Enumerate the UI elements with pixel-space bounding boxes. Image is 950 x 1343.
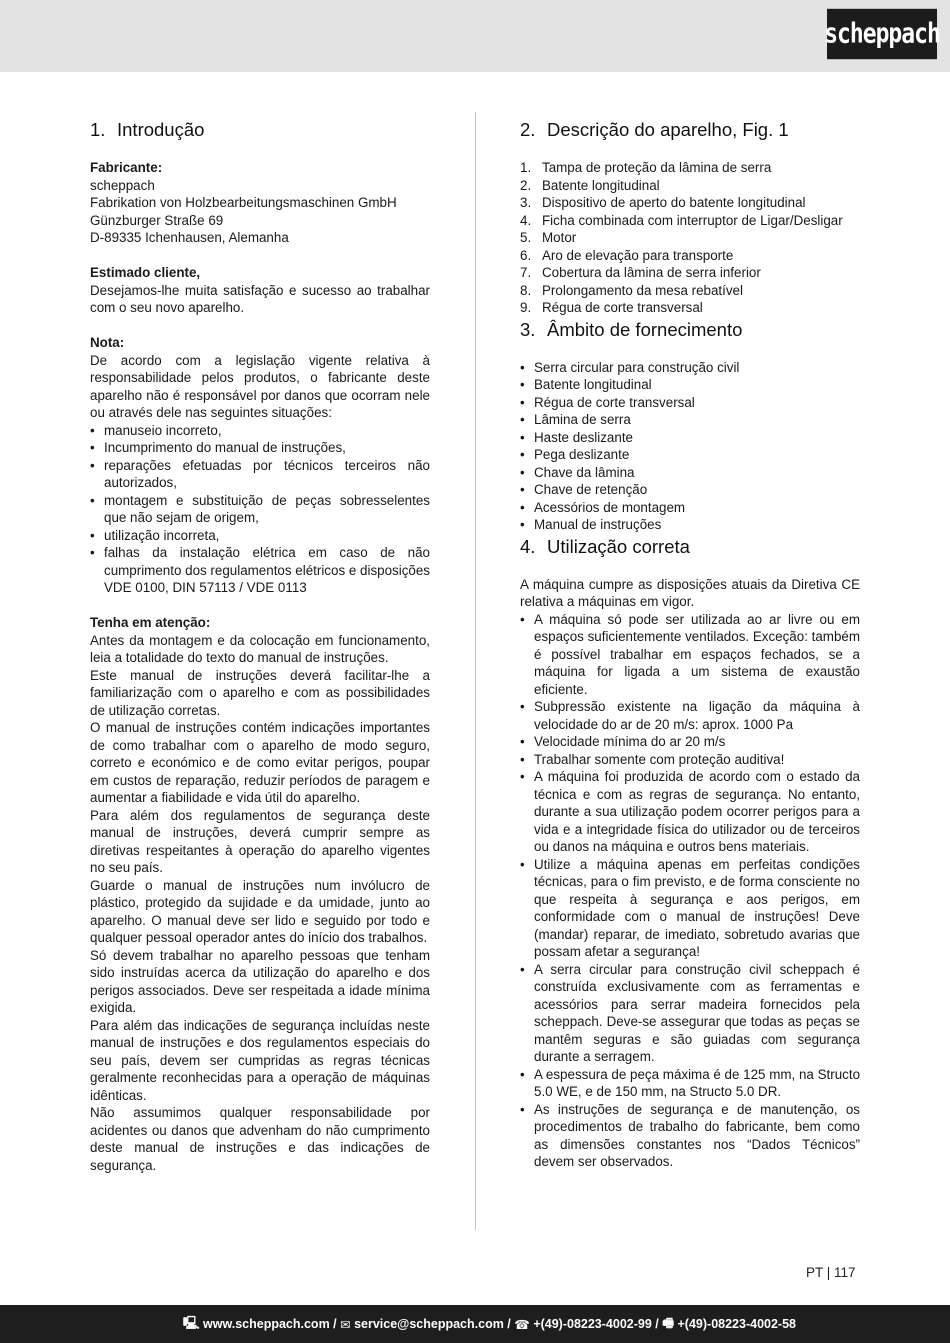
section-3-heading: 3. Âmbito de fornecimento (520, 318, 743, 340)
list-item: • Acessórios de montagem (520, 499, 860, 517)
attention-paragraph: Guarde o manual de instruções num invólucro de plástico, protegido da sujidade e da umidade, junto ao aparelho. O manual deve ser lido e seguido por todo e qualquer pessoal operador antes do início dos trabalhos. (90, 877, 430, 945)
list-item: • Haste deslizante (520, 429, 860, 447)
list-item: 2. Batente longitudinal (520, 177, 660, 193)
attention-paragraph: Para além dos regulamentos de segurança deste manual de instruções, deverá cumprir sempre as diretivas respeitantes à operação do aparelho vigentes no seu país. (90, 807, 430, 875)
attention-paragraph: Não assumimos qualquer responsabilidade por acidentes ou danos que advenham do não cumprimento deste manual de instruções e das indicações de segurança. (90, 1105, 430, 1173)
section-2-heading: 2. Descrição do aparelho, Fig. 1 (520, 119, 789, 140)
website-link[interactable]: www.scheppach.com / (203, 1317, 337, 1331)
list-item: • Incumprimento do manual de instruções, (90, 439, 430, 457)
list-item: 9. Régua de corte transversal (520, 300, 703, 315)
column-divider (475, 112, 476, 1230)
envelope-icon: ✉ (336, 1317, 355, 1332)
device-parts-list (520, 159, 860, 317)
delivery-scope-list (520, 359, 860, 534)
monitor-icon: 🖳 (182, 1315, 204, 1330)
section-1-heading: 1. Introdução (90, 119, 205, 140)
left-column (90, 117, 430, 1174)
email-link[interactable]: service@scheppach.com / (354, 1317, 511, 1331)
fax-icon: 🖷 (658, 1315, 678, 1330)
note-list (90, 422, 430, 597)
list-item: 1. Tampa de proteção da lâmina de serra (520, 160, 772, 175)
list-item: • Lâmina de serra (520, 411, 860, 429)
list-item: • A espessura de peça máxima é de 125 mm, na Structo 5.0 WE, e de 150 mm, na Structo 5.0 DR. (520, 1066, 860, 1101)
telephone-icon: ☎ (510, 1317, 534, 1332)
attention-paragraph: Este manual de instruções deverá facilitar-lhe a familiarização com o aparelho e com as possibilidades de utilização corretas. (90, 667, 430, 718)
list-item: • Trabalhar somente com proteção auditiva! (520, 751, 860, 769)
list-item: 4. Ficha combinada com interruptor de Ligar/Desligar (520, 212, 843, 228)
list-item: • montagem e substituição de peças sobresselentes que não sejam de origem, (90, 492, 430, 527)
footer-contact-bar (0, 1305, 950, 1343)
list-item: • A máquina foi produzida de acordo com o estado da técnica e com as regras de segurança. No entanto, durante a sua utilização podem ocorrer perigos para a vida e a integridade física do utilizador ou de terceiros ou danos na máquina e outros bens materiais. (520, 768, 860, 856)
list-item: • A serra circular para construção civil scheppach é construída exclusivamente com as ferramentas e acessórios para serrar madeira fornecidos pela scheppach. Deve-se assegurar que todas as peças se mantêm seguras e são guiadas com segurança durante a serragem. (520, 961, 860, 1066)
intended-use-intro: A máquina cumpre as disposições atuais da Diretiva CE relativa a máquinas em vigor. (520, 576, 860, 609)
customer-text: Desejamos-lhe muita satisfação e sucesso ao trabalhar com o seu novo aparelho. (90, 282, 430, 315)
list-item: • Batente longitudinal (520, 376, 860, 394)
note-text: De acordo com a legislação vigente relativa à responsabilidade pelos produtos, o fabricante deste aparelho não é responsável por danos que ocorram nele ou através dele nas seguintes situações: (90, 352, 430, 420)
customer-label: Estimado cliente, (90, 265, 201, 280)
list-item: • Chave de retenção (520, 481, 860, 499)
list-item: • Subpressão existente na ligação da máquina à velocidade do ar de 20 m/s: aprox. 1000 Pa (520, 698, 860, 733)
list-item: 5. Motor (520, 230, 577, 245)
manufacturer-address: scheppach Fabrikation von Holzbearbeitungsmaschinen GmbH Günzburger Straße 69 D-89335 Ichenhausen, Alemanha (90, 177, 397, 245)
attention-paragraph: Para além das indicações de segurança incluídas neste manual de instruções e dos regulamentos especiais do seu país, devem ser cumpridas as regras técnicas geralmente reconhecidas para a operação de máquinas idênticas. (90, 1017, 430, 1103)
list-item: 6. Aro de elevação para transporte (520, 247, 734, 263)
list-item: 7. Cobertura da lâmina de serra inferior (520, 265, 761, 280)
section-4-heading: 4. Utilização correta (520, 535, 690, 557)
list-item: • Régua de corte transversal (520, 394, 860, 412)
list-item: • Velocidade mínima do ar 20 m/s (520, 733, 860, 751)
manufacturer-label: Fabricante: (90, 160, 163, 175)
fax-number: +(49)-08223-4002-58 (677, 1317, 796, 1331)
list-item: • manuseio incorreto, (90, 422, 430, 440)
list-item: • Utilize a máquina apenas em perfeitas condições técnicas, para o fim previsto, e de forma consciente no que respeita à segurança e aos perigos, em conformidade com o manual de instruções! Deve (mandar) reparar, de imediato, sobretudo avarias que possam afetar a segurança! (520, 856, 860, 961)
list-item: • A máquina só pode ser utilizada ao ar livre ou em espaços suficientemente ventilados. Exceção: também é possível trabalhar em espaços fechados, se a máquina for ligada a um sistema de exaustão eficiente. (520, 611, 860, 699)
right-column (520, 117, 860, 1171)
list-item: 8. Prolongamento da mesa rebatível (520, 282, 743, 298)
page-number: PT | 117 (806, 1265, 856, 1280)
list-item: • Pega deslizante (520, 446, 860, 464)
attention-paragraph: O manual de instruções contém indicações importantes de como trabalhar com o aparelho de modo seguro, correto e económico e de como evitar perigos, poupar em custos de reparação, reduzir períodos de paragem e aumentar a fiabilidade e vida útil do aparelho. (90, 720, 430, 805)
list-item: • reparações efetuadas por técnicos terceiros não autorizados, (90, 457, 430, 492)
list-item: • Manual de instruções (520, 516, 860, 534)
intended-use-list (520, 611, 860, 1171)
phone-number: +(49)-08223-4002-99 / (533, 1317, 659, 1331)
list-item: • Serra circular para construção civil (520, 359, 860, 377)
attention-paragraph: Só devem trabalhar no aparelho pessoas que tenham sido instruídas acerca da utilização do aparelho e dos perigos associados. Deve ser respeitada a idade mínima exigida. (90, 947, 430, 1015)
list-item: • Chave da lâmina (520, 464, 860, 482)
note-label: Nota: (90, 335, 125, 350)
attention-paragraph: Antes da montagem e da colocação em funcionamento, leia a totalidade do texto do manual de instruções. (90, 632, 430, 665)
list-item: • utilização incorreta, (90, 527, 430, 545)
header-band (0, 0, 950, 72)
scheppach-logo: scheppach (827, 9, 937, 59)
list-item: 3. Dispositivo de aperto do batente longitudinal (520, 195, 806, 210)
list-item: • falhas da instalação elétrica em caso de não cumprimento dos regulamentos elétricos e disposições VDE 0100, DIN 57113 / VDE 0113 (90, 544, 430, 597)
list-item: • As instruções de segurança e de manutenção, os procedimentos de trabalho do fabricante, bem como as dimensões constantes nos “Dados Técnicos” devem ser observados. (520, 1101, 860, 1171)
attention-label: Tenha em atenção: (90, 615, 211, 630)
